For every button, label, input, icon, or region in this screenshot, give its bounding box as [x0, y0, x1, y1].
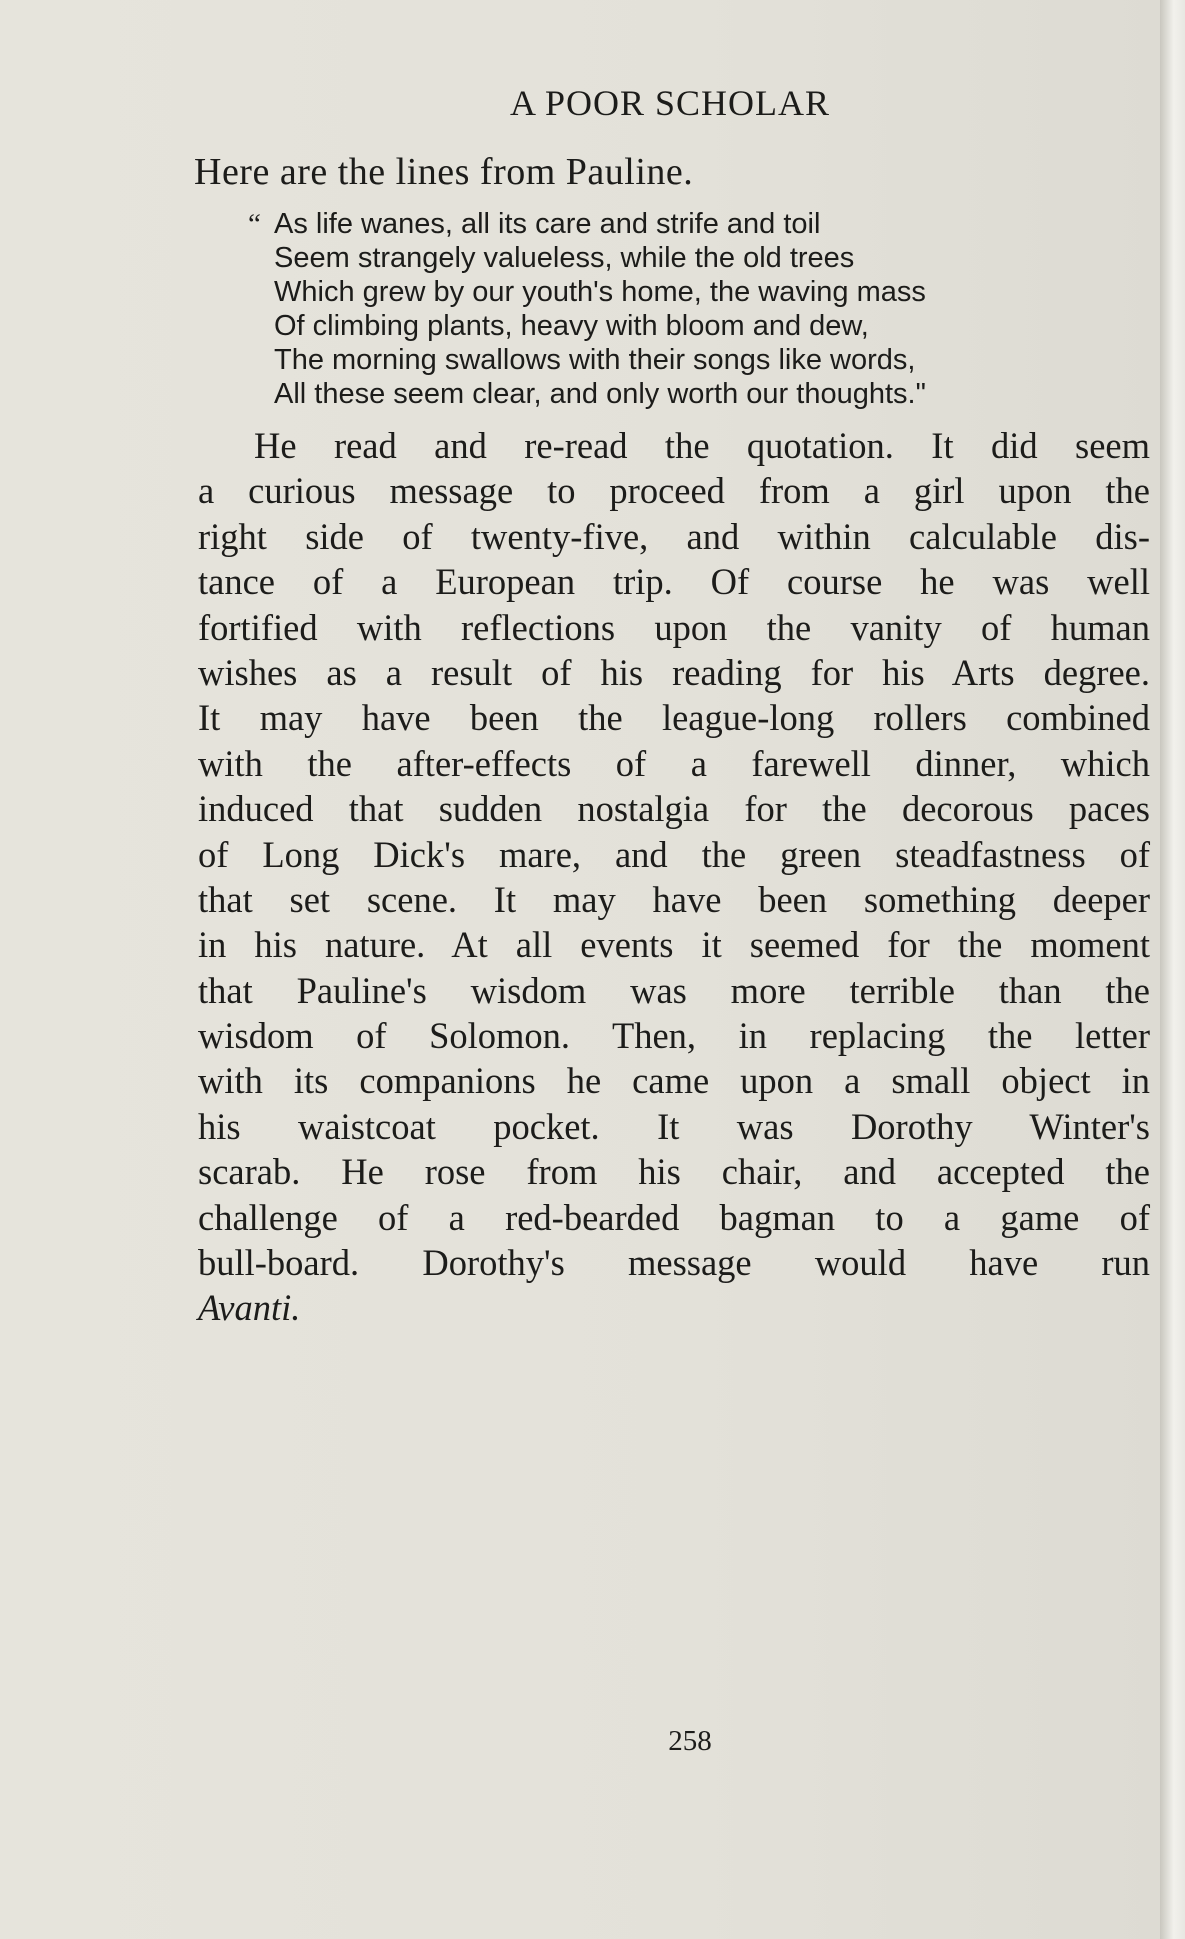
prose-line: wishes as a result of his reading for his Arts degree.	[198, 651, 1150, 693]
prose-line: It may have been the league-long rollers combined	[198, 697, 1150, 739]
prose-line: his waistcoat pocket. It was Dorothy Winter's	[198, 1105, 1150, 1147]
poem-quotation	[248, 207, 1134, 411]
poem-line: The morning swallows with their songs like words,	[274, 344, 916, 376]
prose-line: right side of twenty-five, and within calculable dis-	[198, 515, 1150, 557]
prose-line: with its companions he came upon a small object in	[198, 1060, 1150, 1102]
prose-line: challenge of a red-bearded bagman to a game of	[198, 1196, 1150, 1238]
poem-line: All these seem clear, and only worth our thoughts."	[274, 378, 926, 410]
poem-line: Seem strangely valueless, while the old trees	[274, 242, 855, 274]
prose-line: wisdom of Solomon. Then, in replacing the letter	[198, 1015, 1150, 1057]
poem-line	[248, 207, 1134, 241]
prose-line: scarab. He rose from his chair, and accepted the	[198, 1151, 1150, 1193]
prose-line: of Long Dick's mare, and the green steadfastness of	[198, 833, 1150, 875]
page-number: 258	[668, 1725, 712, 1757]
prose-line: He read and re-read the quotation. It did seem	[254, 425, 1150, 466]
poem-line: Of climbing plants, heavy with bloom and dew,	[274, 310, 869, 342]
prose-line: that set scene. It may have been something deeper	[198, 878, 1150, 920]
body-paragraph	[198, 423, 1150, 1331]
prose-line: bull-board. Dorothy's message would have run	[198, 1242, 1150, 1284]
prose-line: tance of a European trip. Of course he was well	[198, 561, 1150, 603]
poem-line: Which grew by our youth's home, the waving mass	[274, 276, 926, 308]
page-edge	[1160, 0, 1185, 1939]
prose-line: a curious message to proceed from a girl upon the	[198, 470, 1150, 512]
running-head: A POOR SCHOLAR	[509, 83, 831, 123]
intro-line: Here are the lines from Pauline.	[194, 151, 694, 193]
prose-line: induced that sudden nostalgia for the decorous paces	[198, 788, 1150, 830]
prose-line: fortified with reflections upon the vanity of human	[198, 606, 1150, 648]
prose-line: in his nature. At all events it seemed for the moment	[198, 924, 1150, 966]
prose-line: that Pauline's wisdom was more terrible than the	[198, 969, 1150, 1011]
prose-line-italic: Avanti.	[198, 1287, 301, 1329]
poem-line-text: As life wanes, all its care and strife and toil	[274, 208, 821, 240]
open-quote: “	[248, 208, 261, 240]
prose-line: with the after-effects of a farewell dinner, which	[198, 742, 1150, 784]
